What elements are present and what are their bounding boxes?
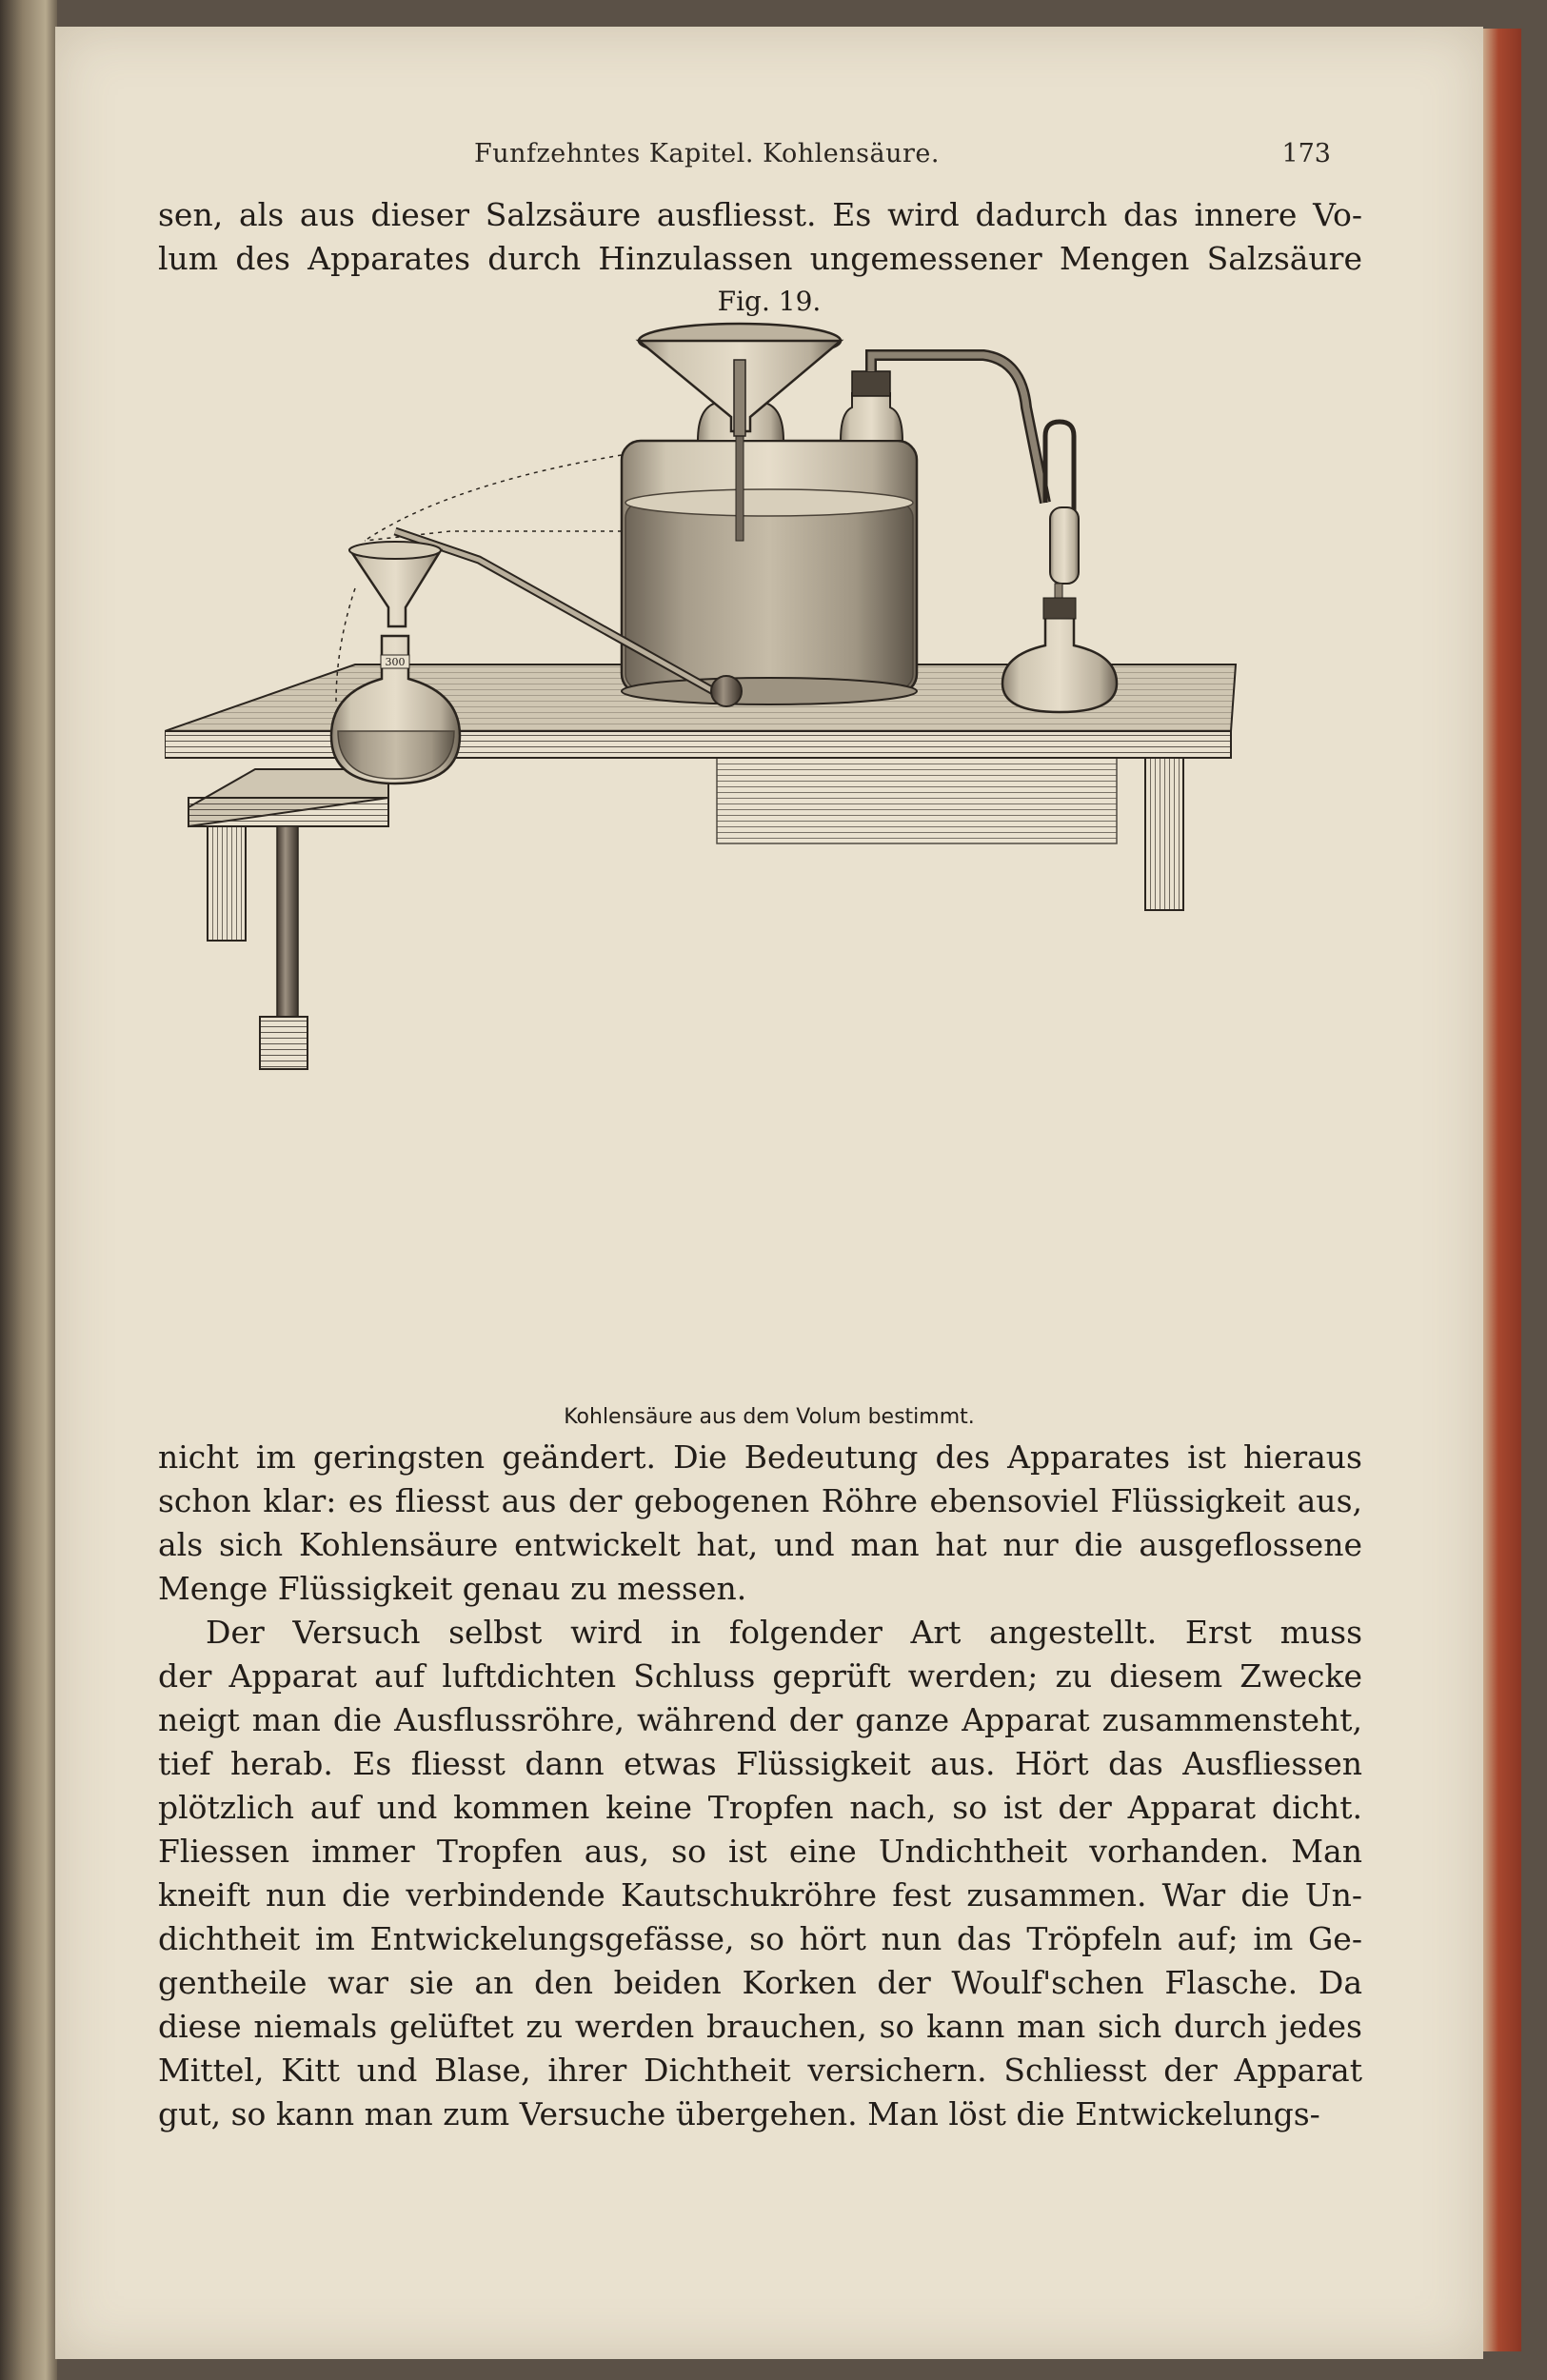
text-line: als sich Kohlensäure entwickelt hat, und man hat nur die ausgeflossene xyxy=(158,1526,1362,1563)
chapter-title: Funfzehntes Kapitel. Kohlensäure. xyxy=(474,139,940,169)
text-line: schon klar: es fliesst aus der gebogenen Röhre ebensoviel Flüssigkeit aus, xyxy=(158,1482,1362,1519)
text-line: diese niemals gelüftet zu werden brauchen, so kann man sich durch jedes xyxy=(158,2008,1362,2045)
text-line: kneift nun die verbindende Kautschukröhre fest zusammen. War die Un- xyxy=(158,1876,1362,1914)
text-line: gut, so kann man zum Versuche übergehen. Man löst die Entwickelungs- xyxy=(158,2095,1320,2132)
text-line: plötzlich auf und kommen keine Tropfen nach, so ist der Apparat dicht. xyxy=(158,1789,1362,1826)
text-line: der Apparat auf luftdichten Schluss geprüft werden; zu diesem Zwecke xyxy=(158,1657,1362,1695)
figure-caption: Kohlensäure aus dem Volum bestimmt. xyxy=(564,1405,975,1429)
flask-mark: 300 xyxy=(385,656,406,668)
text-line: nicht im geringsten geändert. Die Bedeutung des Apparates ist hieraus xyxy=(158,1438,1362,1476)
text-line: lum des Apparates durch Hinzulassen ungemessener Mengen Salzsäure xyxy=(158,240,1362,277)
apparatus-illustration xyxy=(165,312,1364,1398)
text-line: tief herab. Es fliesst dann etwas Flüssigkeit aus. Hört das Ausfliessen xyxy=(158,1745,1362,1782)
text-line: Menge Flüssigkeit genau zu messen. xyxy=(158,1570,747,1607)
paragraph-top xyxy=(158,193,1362,281)
paragraph-body xyxy=(158,1436,1362,2136)
table xyxy=(165,664,1236,1069)
text-line: Fliessen immer Tropfen aus, so ist eine Undichtheit vorhanden. Man xyxy=(158,1833,1362,1870)
book-edge xyxy=(1483,29,1521,2351)
page-number: 173 xyxy=(1281,139,1331,169)
text-line: gentheile war sie an den beiden Korken der Woulf'schen Flasche. Da xyxy=(158,1964,1362,2001)
book-page xyxy=(55,27,1483,2359)
right-flask xyxy=(1002,422,1117,712)
figure-label: Fig. 19. xyxy=(717,286,822,317)
text-line: sen, als aus dieser Salzsäure ausfliesst. Es wird dadurch das innere Vo- xyxy=(158,196,1362,233)
left-page-edge xyxy=(0,0,57,2380)
running-head xyxy=(55,139,1483,177)
text-line: Mittel, Kitt und Blase, ihrer Dichtheit versichern. Schliesst der Apparat xyxy=(158,2052,1362,2089)
measuring-flask xyxy=(331,542,460,783)
text-line: Der Versuch selbst wird in folgender Art angestellt. Erst muss xyxy=(206,1614,1362,1651)
text-line: dichtheit im Entwickelungsgefässe, so hört nun das Tröpfeln auf; im Ge- xyxy=(158,1920,1362,1957)
woulf-bottle xyxy=(336,331,917,704)
top-funnel xyxy=(639,324,841,436)
text-line: neigt man die Ausflussröhre, während der ganze Apparat zusammensteht, xyxy=(158,1701,1362,1738)
